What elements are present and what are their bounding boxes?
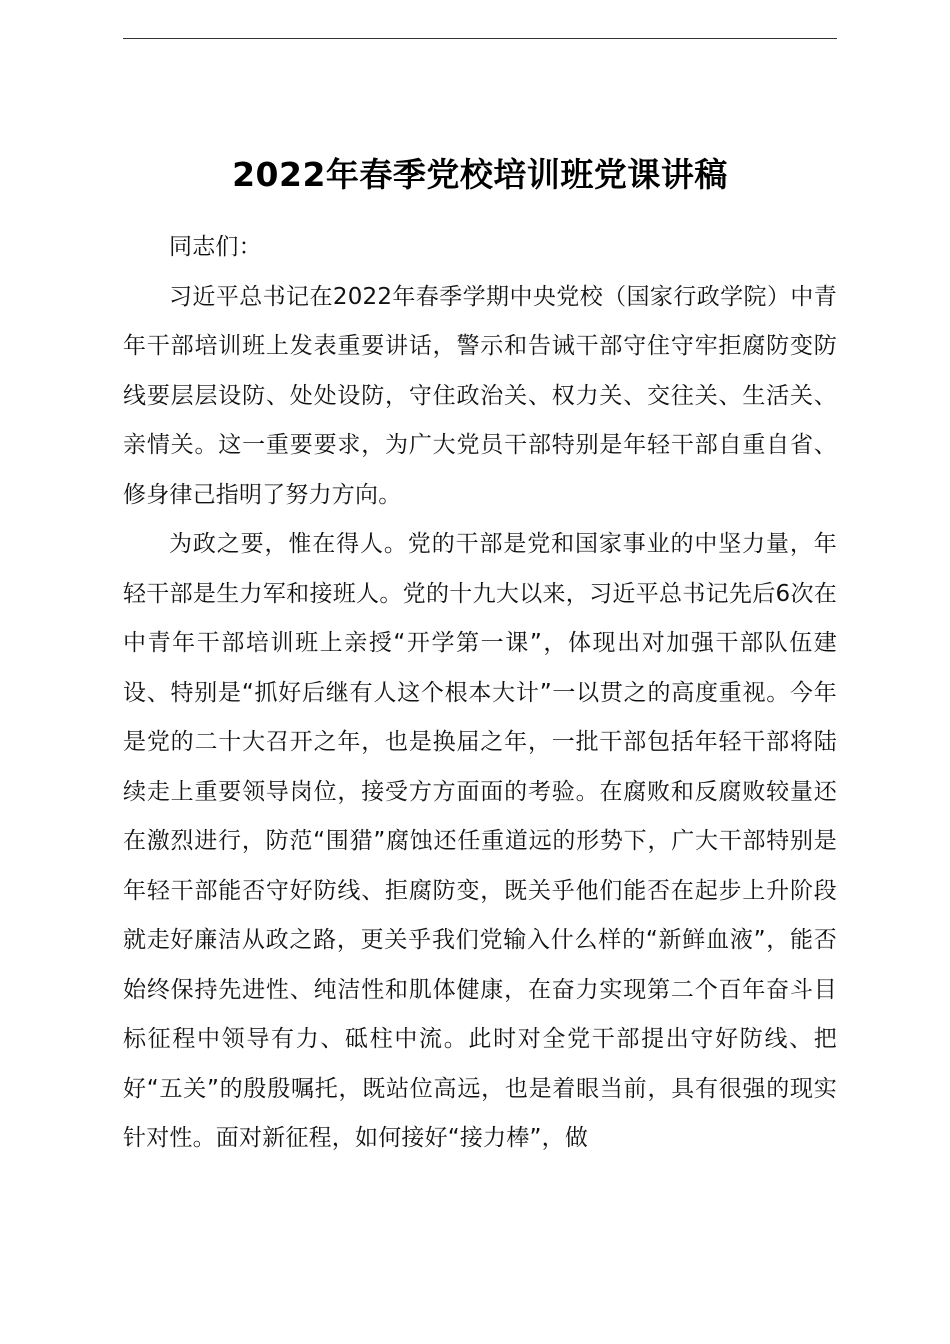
document-body [123,223,837,1164]
body-paragraph-2: 为政之要，惟在得人。党的干部是党和国家事业的中坚力量，年轻干部是生力军和接班人。党的十九大以来，习近平总书记先后6次在中青年干部培训班上亲授“开学第一课”，体现出对加强干部队伍建设、特别是“抓好后继有人这个根本大计”一以贯之的高度重视。今年是党的二十大召开之年，也是换届之年，一批干部包括年轻干部将陆续走上重要领导岗位，接受方方面面的考验。在腐败和反腐败较量还在激烈进行，防范“围猎”腐蚀还任重道远的形势下，广大干部特别是年轻干部能否守好防线、拒腐防变，既关乎他们能否在起步上升阶段就走好廉洁从政之路，更关乎我们党输入什么样的“新鲜血液”，能否始终保持先进性、纯洁性和肌体健康，在奋力实现第二个百年奋斗目标征程中领导有力、砥柱中流。此时对全党干部提出守好防线、把好“五关”的殷殷嘱托，既站位高远，也是着眼当前，具有很强的现实针对性。面对新征程，如何接好“接力棒”，做 [123,531,837,1151]
header-rule [123,38,837,39]
document-title: 2022年春季党校培训班党课讲稿 [232,155,728,194]
body-paragraph-1: 习近平总书记在2022年春季学期中央党校（国家行政学院）中青年干部培训班上发表重要讲话，警示和告诫干部守住守牢拒腐防变防线要层层设防、处处设防，守住政治关、权力关、交往关、生活关、亲情关。这一重要要求，为广大党员干部特别是年轻干部自重自省、修身律己指明了努力方向。 [123,283,837,508]
salutation-paragraph: 同志们： [169,234,262,260]
